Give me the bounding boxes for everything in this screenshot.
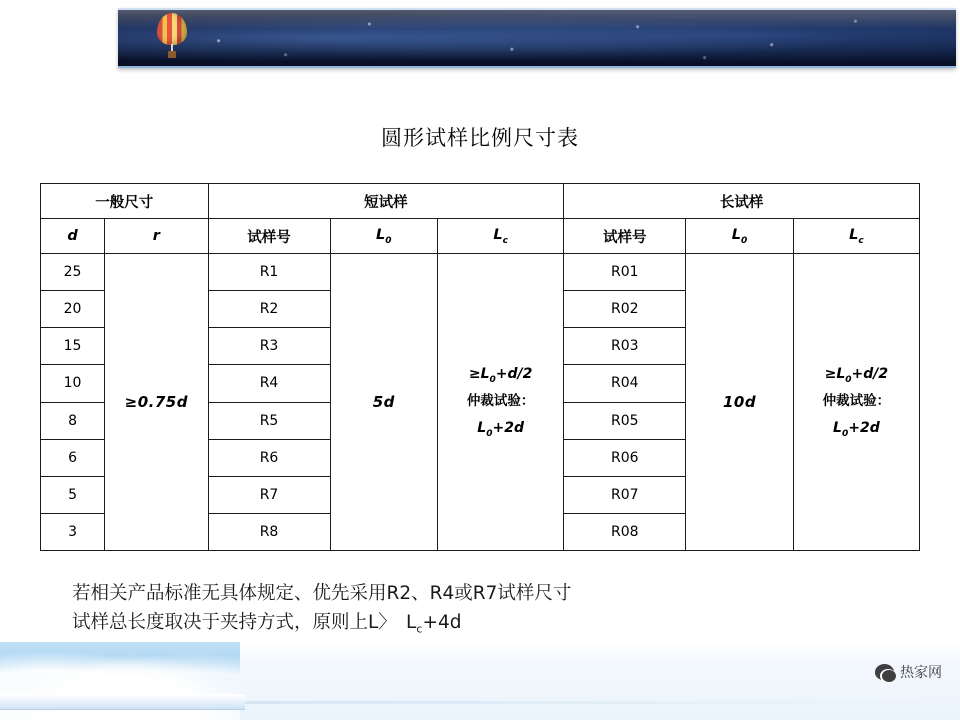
cell-short-id: R2: [208, 291, 330, 328]
banner-night-sky-image: [118, 8, 956, 68]
hot-air-balloon-icon: [155, 13, 189, 59]
cell-short-id: R8: [208, 513, 330, 550]
note-line-2-sub: c: [416, 622, 423, 636]
page-title: 圆形试样比例尺寸表: [381, 126, 579, 150]
cell-long-id: R04: [564, 365, 686, 402]
group-header-long: 长试样: [564, 184, 920, 219]
cell-short-lc: $\ge L_0+d/2$ 仲裁试验： $L_0+2d$: [438, 254, 564, 551]
note-line-1: 若相关产品标准无具体规定、优先采用R2、R4或R7试样尺寸: [72, 583, 572, 604]
cell-r: ≥0.75d: [105, 254, 208, 551]
cell-long-id: R03: [564, 328, 686, 365]
cell-d: 3: [41, 513, 105, 550]
group-header-general: 一般尺寸: [41, 184, 209, 219]
cell-d: 10: [41, 365, 105, 402]
round-specimen-proportional-dimension-table: [40, 183, 920, 551]
cell-d: 6: [41, 439, 105, 476]
column-header-r: r: [105, 219, 208, 254]
balloon-basket: [168, 51, 176, 58]
column-header-short-id: 试样号: [208, 219, 330, 254]
cell-d: 25: [41, 254, 105, 291]
cell-d: 8: [41, 402, 105, 439]
table-column-header-row: [41, 219, 920, 254]
cell-long-id: R06: [564, 439, 686, 476]
cell-long-id: R05: [564, 402, 686, 439]
cell-short-id: R4: [208, 365, 330, 402]
cell-short-id: R3: [208, 328, 330, 365]
cell-long-id: R07: [564, 476, 686, 513]
cloud-bar: [0, 694, 245, 710]
cell-long-lc: $\ge L_0+d/2$ 仲裁试验： $L_0+2d$: [793, 254, 919, 551]
notes-block: [72, 580, 892, 637]
bottom-divider-line: [245, 701, 960, 704]
note-line-2: [72, 609, 892, 638]
cell-d: 15: [41, 328, 105, 365]
wechat-icon: [875, 664, 894, 680]
cell-long-id: R08: [564, 513, 686, 550]
column-header-short-lc: $L_c$: [438, 219, 564, 254]
column-header-long-id: 试样号: [564, 219, 686, 254]
cell-d: 20: [41, 291, 105, 328]
balloon-envelope: [157, 13, 187, 45]
cell-short-id: R6: [208, 439, 330, 476]
watermark-label: 热家网: [900, 664, 942, 680]
banner-gloss: [118, 10, 956, 28]
cell-d: 5: [41, 476, 105, 513]
cell-long-id: R01: [564, 254, 686, 291]
column-header-d: d: [41, 219, 105, 254]
cell-short-id: R1: [208, 254, 330, 291]
cell-long-l0: 10d: [686, 254, 794, 551]
note-line-2-part2: +4d: [422, 611, 462, 633]
cell-short-l0: 5d: [330, 254, 438, 551]
spec-table-container: [40, 183, 920, 551]
top-banner: [0, 0, 960, 78]
bottom-decoration: [0, 642, 960, 720]
column-header-short-l0: $L_0$: [330, 219, 438, 254]
table-group-header-row: [41, 184, 920, 219]
watermark: [875, 662, 942, 682]
cell-short-id: R7: [208, 476, 330, 513]
column-header-long-lc: $L_c$: [793, 219, 919, 254]
table-row: [41, 254, 920, 291]
group-header-short: 短试样: [208, 184, 564, 219]
cell-long-id: R02: [564, 291, 686, 328]
cell-short-id: R5: [208, 402, 330, 439]
banner-left-blank: [0, 0, 124, 70]
note-line-2-part1: 试样总长度取决于夹持方式，原则上L〉 L: [72, 611, 417, 633]
column-header-long-l0: $L_0$: [686, 219, 794, 254]
